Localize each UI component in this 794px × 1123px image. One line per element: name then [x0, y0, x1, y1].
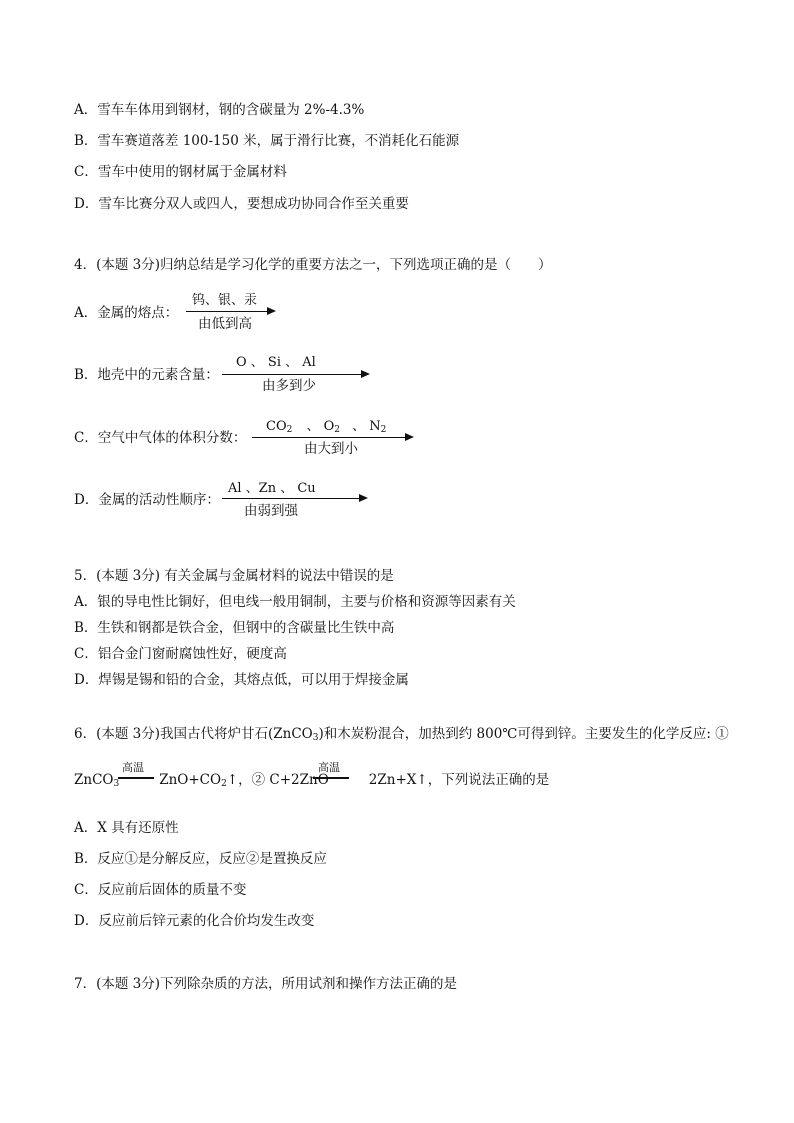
- q6-option-a: A．X 具有还原性: [74, 820, 179, 836]
- o2-formula: 、 O: [306, 419, 335, 434]
- q4-option-c-arrow-line: [252, 437, 406, 438]
- eq1-products: $ZnO+CO_2$: [159, 772, 227, 789]
- q4-option-c-arrowhead-icon: [405, 433, 414, 441]
- q4-option-a-sequence: 钨、银、汞: [192, 293, 258, 308]
- eq2-products: 2Zn+X↑，下列说法正确的是: [368, 772, 550, 788]
- eq1-equals-bar: [118, 777, 154, 779]
- q5-stem: 5．(本题 3分) 有关金属与金属材料的说法中错误的是: [74, 568, 394, 584]
- n2-formula: 、 N: [352, 419, 381, 434]
- eq1-reactant: ZnCO$_3$: [74, 772, 120, 789]
- q4-option-d-arrow-line: [222, 498, 360, 499]
- q4-option-b-arrow-line: [222, 374, 362, 375]
- q5-option-a: A．银的导电性比铜好，但电线一般用铜制，主要与价格和资源等因素有关: [74, 594, 516, 610]
- q4-option-a-label: A．金属的熔点：: [74, 305, 179, 321]
- co2-formula: CO: [266, 419, 287, 434]
- q4-option-d-label: D．金属的活动性顺序：: [74, 492, 220, 508]
- q4-stem: 4．(本题 3分)归纳总结是学习化学的重要方法之一，下列选项正确的是（ ）: [74, 257, 552, 273]
- q4-option-b-sequence: O 、 Si 、 Al: [236, 355, 316, 370]
- q4-option-d-arrowhead-icon: [359, 494, 368, 502]
- q3-option-b: B．雪车赛道落差 100-150 米，属于滑行比赛，不消耗化石能源: [74, 133, 460, 149]
- q4-option-c-label: C．空气中气体的体积分数：: [74, 430, 247, 446]
- q4-option-b-label: B．地壳中的元素含量：: [74, 367, 219, 383]
- q3-option-c: C．雪车中使用的钢材属于金属材料: [74, 164, 287, 180]
- eq2-condition: 高温: [318, 761, 340, 774]
- q6-stem: 6．(本题 3分)我国古代将炉甘石(ZnCO$_3$)和木炭粉混合，加热到约 800℃可得到锌。主要发生的化学反应: ①: [74, 726, 729, 743]
- q4-option-b-arrowhead-icon: [361, 370, 370, 378]
- q7-stem: 7．(本题 3分)下列除杂质的方法，所用试剂和操作方法正确的是: [74, 976, 458, 992]
- eq2-equals-bar: [313, 777, 349, 779]
- q6-option-b: B．反应①是分解反应，反应②是置换反应: [74, 851, 327, 867]
- q3-option-d: D．雪车比赛分双人或四人，要想成功协同合作至关重要: [74, 196, 409, 212]
- eq1-condition: 高温: [122, 761, 144, 774]
- q6-option-d: D．反应前后锌元素的化合价均发生改变: [74, 913, 315, 929]
- q6-equations: [74, 771, 549, 793]
- q4-option-d-order: 由弱到强: [244, 503, 298, 519]
- q4-option-d-sequence: Al 、Zn 、 Cu: [228, 481, 316, 496]
- q5-option-d: D．焊锡是锡和铅的合金，其熔点低，可以用于焊接金属: [74, 672, 409, 688]
- eq2-reactants: ↑，② C+2ZnO: [226, 772, 329, 788]
- q4-option-a-arrowhead-icon: [267, 307, 276, 315]
- q6-option-c: C．反应前后固体的质量不变: [74, 882, 247, 898]
- q5-option-b: B．生铁和钢都是铁合金，但钢中的含碳量比生铁中高: [74, 620, 395, 636]
- q4-option-c-order: 由大到小: [304, 441, 358, 457]
- q4-option-c-sequence: $CO_2$ 、 $O_2$ 、 $N_2$: [266, 419, 387, 435]
- q3-option-a: A．雪车车体用到钢材，钢的含碳量为 2%-4.3%: [74, 102, 365, 118]
- q5-option-c: C．铝合金门窗耐腐蚀性好，硬度高: [74, 646, 287, 662]
- q4-option-a-order: 由低到高: [198, 316, 252, 332]
- q4-option-b-order: 由多到少: [262, 378, 316, 394]
- q4-option-a-arrow-line: [186, 311, 268, 312]
